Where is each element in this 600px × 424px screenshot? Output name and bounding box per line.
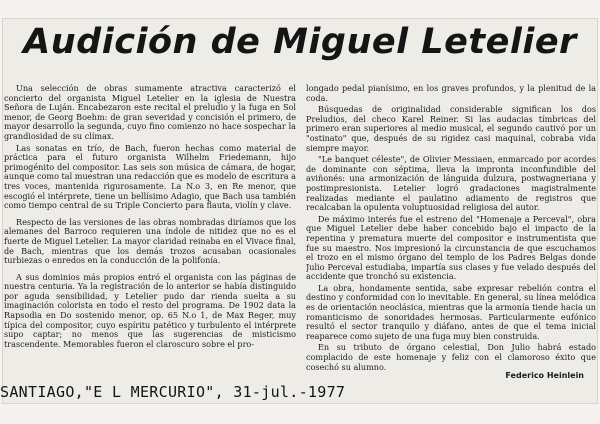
paragraph: longado pedal pianísimo, en los graves profundos, y la plenitud de la coda. [306, 84, 596, 103]
paragraph: Las sonatas en trío, de Bach, fueron hechas como material de práctica para el futuro organista Wilhelm Friedemann, hijo primogénito del compositor. Las seis son música de cámara, de hogar, aunque como tal muestran una redacción que es modelo de escritura a tres voces, mantenida rigurosamente. La N.o 3, en Re menor, que escogió el intérprete, tiene un bellísimo Adagio, que Bach usa también como tiempo central de su Triple Concierto para flauta, violín y clave. [4, 142, 296, 211]
headline: Audición de Miguel Letelier [23, 22, 577, 62]
source-date-stamp: SANTIAGO,"E L MERCURIO", 31-jul.-1977 [0, 383, 346, 401]
author-signature: Federico Heinlein [505, 371, 584, 380]
paragraph: Respecto de las versiones de las obras nombradas diríamos que los alemanes del Barroco requieren una índole de nitidez que no es el fuerte de Miguel Letelier. La mayor claridad reinaba en el Vivace final, de Bach, mientras que los demás trozos acusaban ocasionales turbiezas o enredos en la conducción de la polifonía. [4, 216, 296, 266]
paragraph: Búsquedas de originalidad considerable significan los dos Preludios, del checo Karel Reiner. Si las audacias tímbricas del primero eran superiores al medio musical, el segundo cautivó por un "ostinato" que, después de su rigidez casi maquinal, cobraba vida siempre mayor. [306, 104, 596, 153]
paragraph: La obra, hondamente sentida, sabe expresar rebelión contra el destino y conformidad con lo inevitable. En general, su línea melódica es de orientación neoclásica, mientras que la armonía tiende hacia un romanticismo de sonoridades hermosas. Particularmente eufónico resultó el sector tranquilo y diáfano, antes de que el tema inicial reaparece como sujeto de una fuga muy bien construida. [306, 282, 596, 341]
paragraph: "Le banquet céleste", de Olivier Messiaen, enmarcado por acordes de dominante con séptima, lleva la impronta inconfundible del aviñonés: una armonización de lánguida dulzura, postwagneriana y postimpresionista. Letelier logró gradaciones magistralmente realizadas mediante el paulatino adiamento de registros que recalcaban la opulenta voluptuosidad religiosa del autor. [306, 154, 596, 213]
paragraph: De máximo interés fue el estreno del "Homenaje a Perceval", obra que Miguel Letelier debe haber concebido bajo el impacto de la repentina y prematura muerte del compositor e instrumentista que fue su maestro. Nos impresionó la circunstancia de que escuchamos el trozo en el mismo órgano del templo de los Padres Belgas donde Julio Perceval estudiaba, impartía sus clases y fue velado después del accidente que tronchó su existencia. [306, 213, 596, 282]
article-body [0, 84, 600, 382]
left-column [4, 84, 296, 382]
paragraph: A sus dominios más propios entró el organista con las páginas de nuestra centuria. Ya la registración de lo anterior se había distinguido por aguda sensibilidad, y Letelier pudo dar rienda suelta a su imaginación colorista en todo el resto del programa. De 1902 data la Rapsodia en Do sostenido menor, op. 65 N.o 1, de Max Reger, muy típica del compositor, cuyo espíritu patético y turbulento el intérprete supo captar; no menos que las sugerencias de misticismo trascendente. Memorables fueron el claroscuro sobre el pro- [4, 271, 296, 349]
paragraph: En su tributo de órgano celestial, Don Julio habrá estado complacido de este homenaje y feliz con el clamoroso éxito que cosechó su alumno. [306, 342, 596, 372]
paragraph: Una selección de obras sumamente atractiva caracterizó el concierto del organista Miguel Letelier en la iglesia de Nuestra Señora de Luján. Encabezaron este recital el preludio y la fuga en Sol menor, de Georg Boehm: de gran severidad y concisión el primero, de mayor desarrollo la segunda, cuyo fino comienzo no hace sospechar la grandiosidad de su clímax. [4, 84, 296, 141]
right-column [306, 84, 596, 382]
